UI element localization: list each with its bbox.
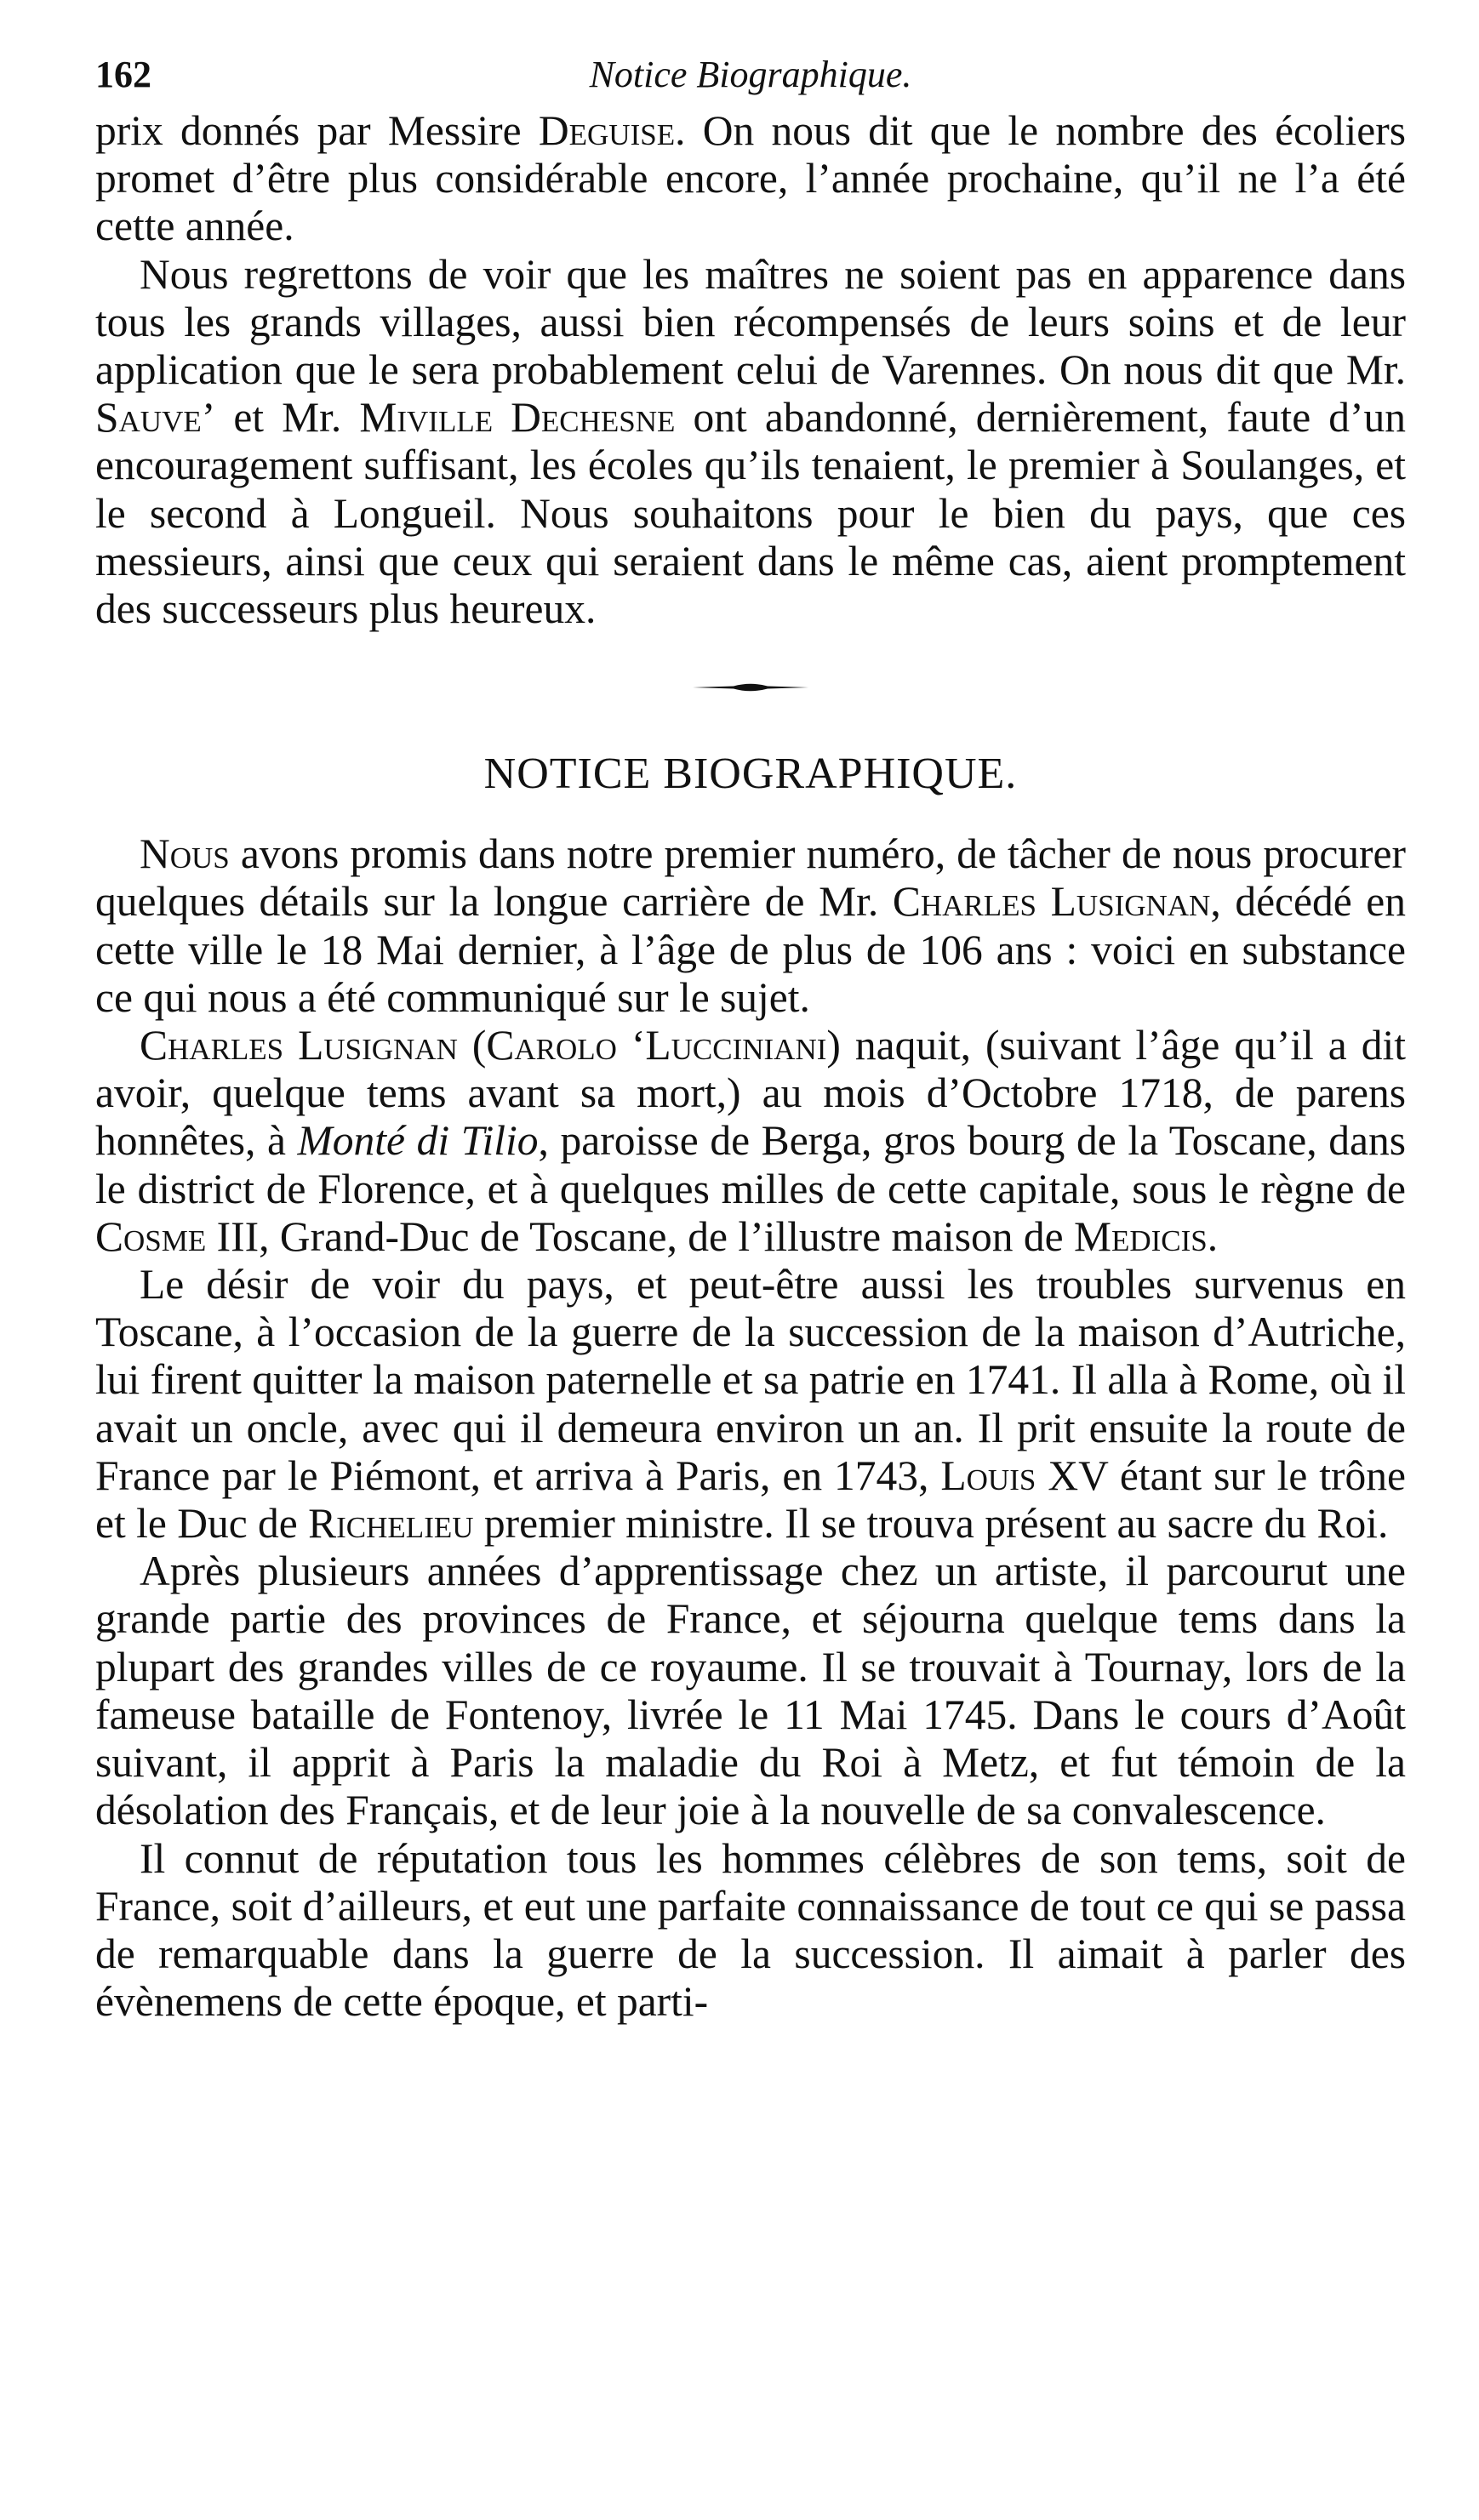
paragraph: [95, 1261, 1406, 1548]
text-run: prix donnés par Messire: [95, 107, 539, 154]
text-run: Il connut de réputation tous les hommes célèbres de son tems, soit de France, soit d’ailleurs, et eut une parfaite connaissance de tout ce qui se passa de remarquable dans la guerre de la succession. Il aimait à parler des évènemens de cette époque, et parti-: [95, 1834, 1406, 2026]
paragraph: [95, 1548, 1406, 1834]
text-run: Nous regrettons de voir que les maîtres ne soient pas en apparence dans tous les grands villages, aussi bien récompensés de leurs soins et de leur application que le sera probablement celui de Varennes. On nous dit que Mr.: [95, 250, 1406, 394]
person-name: Medicis: [1073, 1212, 1208, 1260]
text-run: , décédé en cette ville le 18 Mai dernier, à l’âge de plus de 106 ans : voici en substance ce qui nous a été communiqué sur le sujet.: [95, 878, 1407, 1021]
running-title: Notice Biographique.: [589, 54, 912, 95]
text-run: . On nous dit que le nombre des écoliers promet d’être plus considérable encore, l’année prochaine, qu’il ne l’a été cette année.: [95, 107, 1406, 250]
person-name: Miville Dechesne: [359, 394, 676, 442]
person-name: Cosme: [95, 1212, 207, 1260]
text-run: III, Grand-Duc de Toscane, de l’illustre maison de: [206, 1212, 1074, 1260]
paragraph: [95, 1022, 1406, 1261]
book-page: [95, 56, 1406, 2026]
text-run: .: [1207, 1212, 1219, 1260]
person-name: Louis: [940, 1451, 1036, 1499]
text-run: , paroisse de Berga, gros bourg de la Toscane, dans le district de Florence, et à quelques milles de cette capitale, sous le règne de: [95, 1117, 1406, 1212]
biography-article: [95, 830, 1406, 2026]
person-name: Carolo ‘Lucciniani: [486, 1022, 827, 1069]
place-name: Monté di Tilio: [297, 1117, 539, 1165]
paragraph: [95, 107, 1406, 251]
text-run: Après plusieurs années d’apprentissage chez un artiste, il parcourut une grande partie des provinces de France, et séjourna quelque tems dans la plupart des grandes villes de ce royaume. Il se trouvait à Tournay, lors de la fameuse bataille de Fontenoy, livrée le 11 Mai 1745. Dans le cours d’Août suivant, il apprit à Paris la maladie du Roi à Metz, et fut témoin de la désolation des Français, et de leur joie à la nouvelle de sa convalescence.: [95, 1548, 1406, 1834]
text-run: avons promis dans notre premier numéro, de tâcher de nous procurer quelques détails sur la longue carrière de Mr.: [95, 830, 1406, 926]
continued-article: [95, 107, 1406, 633]
text-run: (: [457, 1022, 487, 1069]
person-name: Deguise: [538, 107, 676, 154]
page-header: [95, 56, 1406, 107]
text-run: Le désir de voir du pays, et peut-être aussi les troubles survenus en Toscane, à l’occasion de la guerre de la succession de la maison d’Autriche, lui firent quitter la maison paternelle et sa patrie en 1741. Il alla à Rome, où il avait un oncle, avec qui il demeura environ un an. Il prit ensuite la route de France par le Piémont, et arriva à Paris, en 1743,: [95, 1261, 1406, 1499]
text-run: ont abandonné, dernièrement, faute d’un encouragement suffisant, les écoles qu’ils tenaient, le premier à Soulanges, et le second à Longueil. Nous souhaitons pour le bien du pays, que ces messieurs, ainsi que ceux qui seraient dans le même cas, aient promptement des successeurs plus heureux.: [95, 394, 1406, 633]
text-run: ) naquit, (suivant l’âge qu’il a dit avoir, quelque tems avant sa mort,) au mois d’Octobre 1718, de parens honnêtes, à: [95, 1022, 1407, 1165]
divider-ornament-icon: [691, 679, 810, 696]
person-name: Sauve’: [95, 394, 216, 442]
person-name: Charles Lusignan: [892, 878, 1211, 926]
person-name: Charles Lusignan: [140, 1022, 458, 1069]
paragraph: [95, 830, 1406, 1022]
text-run: et Mr.: [215, 394, 360, 442]
text-run: XV étant sur le trône et le Duc de: [95, 1451, 1406, 1548]
person-name: Richelieu: [308, 1500, 474, 1548]
section-heading: NOTICE BIOGRAPHIQUE.: [483, 750, 1018, 799]
text-run: premier ministre. Il se trouva présent au sacre du Roi.: [473, 1500, 1389, 1548]
section-divider-ornament: [95, 660, 1406, 715]
page-number: 162: [95, 54, 151, 95]
paragraph: [95, 251, 1406, 634]
text-run: Nous: [140, 830, 230, 878]
paragraph: [95, 1835, 1406, 2027]
